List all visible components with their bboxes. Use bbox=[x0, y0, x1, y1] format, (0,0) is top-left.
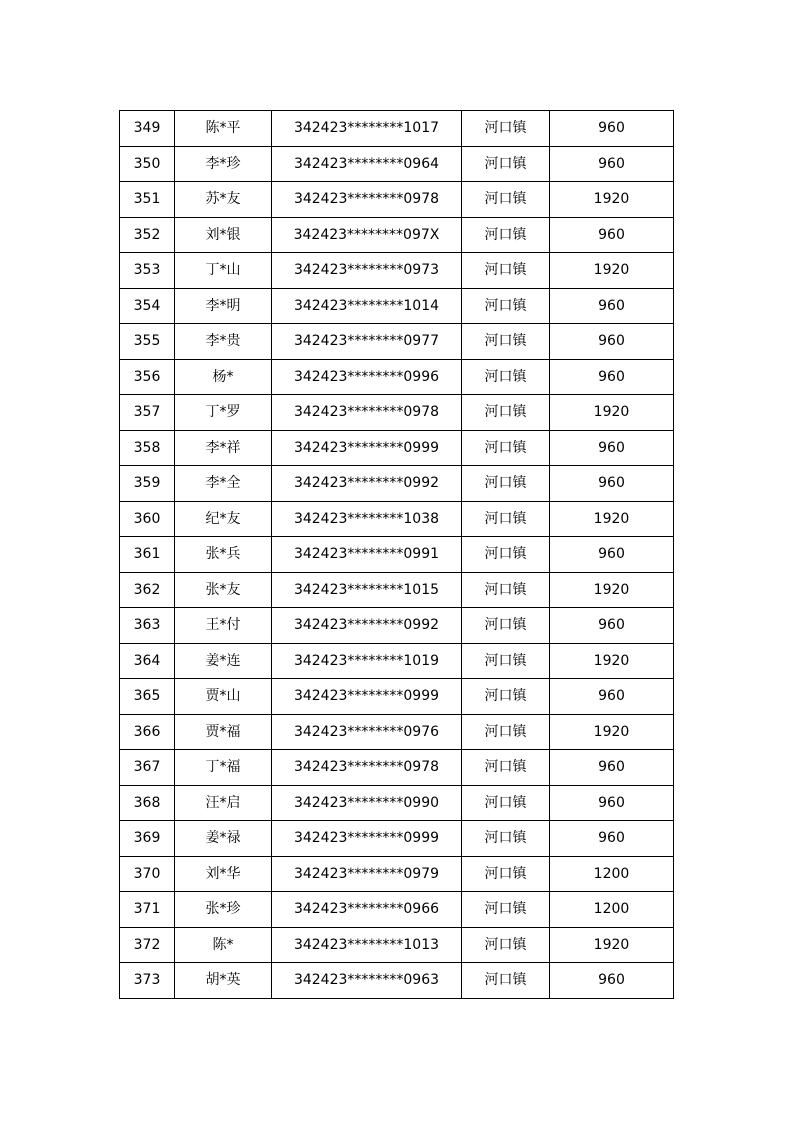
amount-cell: 960 bbox=[550, 963, 674, 999]
name-cell: 汪*启 bbox=[175, 785, 272, 821]
amount-cell: 1920 bbox=[550, 395, 674, 431]
table-row bbox=[120, 785, 674, 821]
name-cell: 王*付 bbox=[175, 608, 272, 644]
table-row bbox=[120, 501, 674, 537]
name-cell: 胡*英 bbox=[175, 963, 272, 999]
row-number-cell: 349 bbox=[120, 111, 175, 147]
amount-cell: 960 bbox=[550, 466, 674, 502]
amount-cell: 960 bbox=[550, 608, 674, 644]
name-cell: 苏*友 bbox=[175, 182, 272, 218]
town-cell: 河口镇 bbox=[462, 111, 550, 147]
amount-cell: 1200 bbox=[550, 856, 674, 892]
town-cell: 河口镇 bbox=[462, 430, 550, 466]
row-number-cell: 357 bbox=[120, 395, 175, 431]
town-cell: 河口镇 bbox=[462, 395, 550, 431]
town-cell: 河口镇 bbox=[462, 146, 550, 182]
name-cell: 姜*连 bbox=[175, 643, 272, 679]
table-row bbox=[120, 856, 674, 892]
row-number-cell: 351 bbox=[120, 182, 175, 218]
id-number-cell: 342423********0966 bbox=[272, 892, 462, 928]
id-number-cell: 342423********0979 bbox=[272, 856, 462, 892]
town-cell: 河口镇 bbox=[462, 856, 550, 892]
amount-cell: 1920 bbox=[550, 572, 674, 608]
table-row bbox=[120, 608, 674, 644]
id-number-cell: 342423********0973 bbox=[272, 253, 462, 289]
id-number-cell: 342423********0999 bbox=[272, 679, 462, 715]
amount-cell: 1920 bbox=[550, 253, 674, 289]
row-number-cell: 368 bbox=[120, 785, 175, 821]
name-cell: 李*珍 bbox=[175, 146, 272, 182]
amount-cell: 960 bbox=[550, 111, 674, 147]
amount-cell: 960 bbox=[550, 821, 674, 857]
name-cell: 纪*友 bbox=[175, 501, 272, 537]
amount-cell: 960 bbox=[550, 750, 674, 786]
row-number-cell: 362 bbox=[120, 572, 175, 608]
table-row bbox=[120, 643, 674, 679]
town-cell: 河口镇 bbox=[462, 750, 550, 786]
row-number-cell: 360 bbox=[120, 501, 175, 537]
amount-cell: 960 bbox=[550, 324, 674, 360]
town-cell: 河口镇 bbox=[462, 714, 550, 750]
row-number-cell: 365 bbox=[120, 679, 175, 715]
table-row bbox=[120, 963, 674, 999]
name-cell: 陈*平 bbox=[175, 111, 272, 147]
name-cell: 张*兵 bbox=[175, 537, 272, 573]
table-row bbox=[120, 892, 674, 928]
id-number-cell: 342423********0996 bbox=[272, 359, 462, 395]
row-number-cell: 359 bbox=[120, 466, 175, 502]
town-cell: 河口镇 bbox=[462, 572, 550, 608]
id-number-cell: 342423********1015 bbox=[272, 572, 462, 608]
town-cell: 河口镇 bbox=[462, 927, 550, 963]
id-number-cell: 342423********1017 bbox=[272, 111, 462, 147]
id-number-cell: 342423********1038 bbox=[272, 501, 462, 537]
name-cell: 李*祥 bbox=[175, 430, 272, 466]
amount-cell: 960 bbox=[550, 217, 674, 253]
town-cell: 河口镇 bbox=[462, 679, 550, 715]
name-cell: 李*全 bbox=[175, 466, 272, 502]
amount-cell: 960 bbox=[550, 359, 674, 395]
table-row bbox=[120, 359, 674, 395]
table-row bbox=[120, 430, 674, 466]
table-row bbox=[120, 821, 674, 857]
name-cell: 陈* bbox=[175, 927, 272, 963]
row-number-cell: 355 bbox=[120, 324, 175, 360]
table-row bbox=[120, 111, 674, 147]
name-cell: 李*贵 bbox=[175, 324, 272, 360]
row-number-cell: 354 bbox=[120, 288, 175, 324]
table-row bbox=[120, 750, 674, 786]
name-cell: 张*友 bbox=[175, 572, 272, 608]
amount-cell: 960 bbox=[550, 146, 674, 182]
id-number-cell: 342423********097X bbox=[272, 217, 462, 253]
town-cell: 河口镇 bbox=[462, 288, 550, 324]
id-number-cell: 342423********1014 bbox=[272, 288, 462, 324]
table-row bbox=[120, 679, 674, 715]
row-number-cell: 361 bbox=[120, 537, 175, 573]
id-number-cell: 342423********0978 bbox=[272, 750, 462, 786]
name-cell: 贾*福 bbox=[175, 714, 272, 750]
row-number-cell: 373 bbox=[120, 963, 175, 999]
id-number-cell: 342423********1013 bbox=[272, 927, 462, 963]
id-number-cell: 342423********0976 bbox=[272, 714, 462, 750]
town-cell: 河口镇 bbox=[462, 501, 550, 537]
name-cell: 张*珍 bbox=[175, 892, 272, 928]
records-table-body bbox=[120, 111, 674, 999]
table-row bbox=[120, 537, 674, 573]
table-row bbox=[120, 927, 674, 963]
row-number-cell: 369 bbox=[120, 821, 175, 857]
id-number-cell: 342423********0991 bbox=[272, 537, 462, 573]
amount-cell: 1920 bbox=[550, 501, 674, 537]
id-number-cell: 342423********0992 bbox=[272, 466, 462, 502]
town-cell: 河口镇 bbox=[462, 324, 550, 360]
town-cell: 河口镇 bbox=[462, 785, 550, 821]
row-number-cell: 364 bbox=[120, 643, 175, 679]
row-number-cell: 366 bbox=[120, 714, 175, 750]
id-number-cell: 342423********0978 bbox=[272, 182, 462, 218]
row-number-cell: 350 bbox=[120, 146, 175, 182]
row-number-cell: 352 bbox=[120, 217, 175, 253]
name-cell: 杨* bbox=[175, 359, 272, 395]
town-cell: 河口镇 bbox=[462, 821, 550, 857]
name-cell: 姜*禄 bbox=[175, 821, 272, 857]
amount-cell: 1920 bbox=[550, 927, 674, 963]
table-row bbox=[120, 217, 674, 253]
town-cell: 河口镇 bbox=[462, 182, 550, 218]
town-cell: 河口镇 bbox=[462, 963, 550, 999]
amount-cell: 960 bbox=[550, 537, 674, 573]
id-number-cell: 342423********0978 bbox=[272, 395, 462, 431]
row-number-cell: 353 bbox=[120, 253, 175, 289]
row-number-cell: 367 bbox=[120, 750, 175, 786]
id-number-cell: 342423********0964 bbox=[272, 146, 462, 182]
name-cell: 刘*华 bbox=[175, 856, 272, 892]
table-row bbox=[120, 182, 674, 218]
row-number-cell: 372 bbox=[120, 927, 175, 963]
table-row bbox=[120, 253, 674, 289]
id-number-cell: 342423********0990 bbox=[272, 785, 462, 821]
amount-cell: 960 bbox=[550, 430, 674, 466]
town-cell: 河口镇 bbox=[462, 608, 550, 644]
name-cell: 贾*山 bbox=[175, 679, 272, 715]
table-row bbox=[120, 324, 674, 360]
table-row bbox=[120, 466, 674, 502]
row-number-cell: 371 bbox=[120, 892, 175, 928]
amount-cell: 1920 bbox=[550, 714, 674, 750]
id-number-cell: 342423********0963 bbox=[272, 963, 462, 999]
name-cell: 刘*银 bbox=[175, 217, 272, 253]
town-cell: 河口镇 bbox=[462, 359, 550, 395]
row-number-cell: 370 bbox=[120, 856, 175, 892]
row-number-cell: 358 bbox=[120, 430, 175, 466]
row-number-cell: 356 bbox=[120, 359, 175, 395]
id-number-cell: 342423********0977 bbox=[272, 324, 462, 360]
id-number-cell: 342423********0999 bbox=[272, 821, 462, 857]
row-number-cell: 363 bbox=[120, 608, 175, 644]
table-row bbox=[120, 714, 674, 750]
amount-cell: 1200 bbox=[550, 892, 674, 928]
amount-cell: 1920 bbox=[550, 643, 674, 679]
table-row bbox=[120, 395, 674, 431]
id-number-cell: 342423********1019 bbox=[272, 643, 462, 679]
town-cell: 河口镇 bbox=[462, 537, 550, 573]
town-cell: 河口镇 bbox=[462, 466, 550, 502]
name-cell: 李*明 bbox=[175, 288, 272, 324]
town-cell: 河口镇 bbox=[462, 643, 550, 679]
amount-cell: 1920 bbox=[550, 182, 674, 218]
town-cell: 河口镇 bbox=[462, 217, 550, 253]
table-row bbox=[120, 572, 674, 608]
id-number-cell: 342423********0992 bbox=[272, 608, 462, 644]
name-cell: 丁*山 bbox=[175, 253, 272, 289]
name-cell: 丁*福 bbox=[175, 750, 272, 786]
table-row bbox=[120, 288, 674, 324]
name-cell: 丁*罗 bbox=[175, 395, 272, 431]
amount-cell: 960 bbox=[550, 288, 674, 324]
amount-cell: 960 bbox=[550, 785, 674, 821]
town-cell: 河口镇 bbox=[462, 892, 550, 928]
table-row bbox=[120, 146, 674, 182]
town-cell: 河口镇 bbox=[462, 253, 550, 289]
records-table bbox=[119, 110, 674, 999]
amount-cell: 960 bbox=[550, 679, 674, 715]
id-number-cell: 342423********0999 bbox=[272, 430, 462, 466]
